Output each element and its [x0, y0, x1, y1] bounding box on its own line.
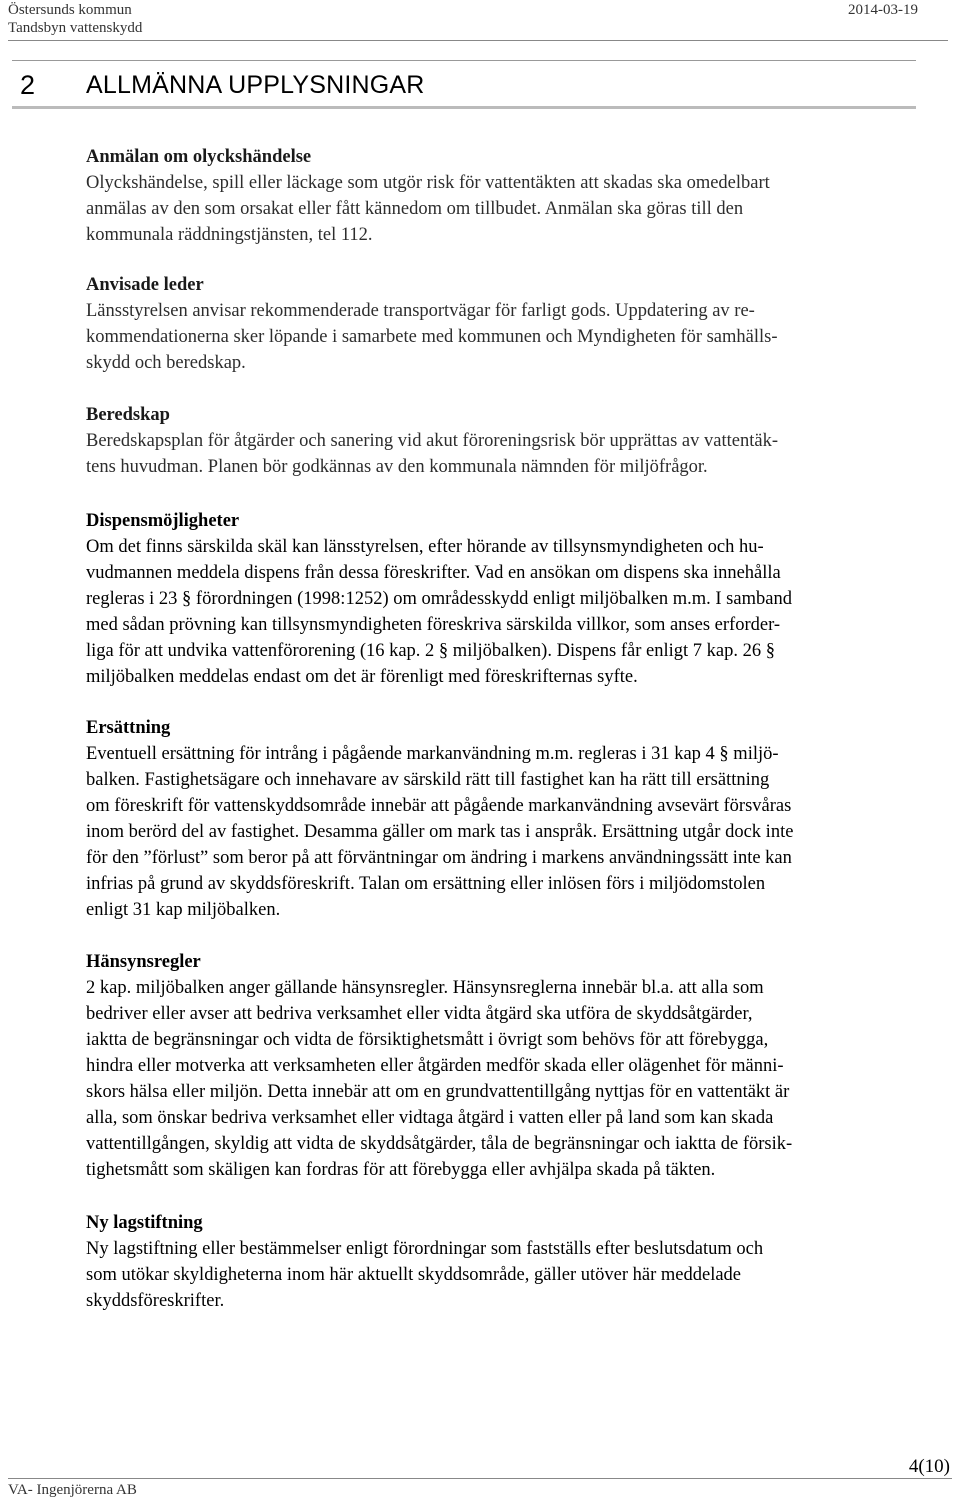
paragraph-line: balken. Fastighetsägare och innehavare av särskild rätt till fastighet kan ha rätt till ersättning	[86, 770, 770, 790]
paragraph-line: skors hälsa eller miljön. Detta innebär att om en grundvattentillgång nyttjas för en vattentäkt är	[86, 1082, 790, 1102]
section-heading: Ersättning	[86, 718, 171, 738]
section-heading: Ny lagstiftning	[86, 1213, 203, 1233]
section-new-legislation	[86, 1210, 926, 1314]
paragraph-line: Om det finns särskilda skäl kan länsstyrelsen, efter hörande av tillsynsmyndigheten och hu-	[86, 537, 764, 557]
paragraph-line: Ny lagstiftning eller bestämmelser enligt förordningar som fastställs efter beslutsdatum och	[86, 1239, 764, 1259]
section-heading: Hänsynsregler	[86, 952, 201, 972]
paragraph-line: 2 kap. miljöbalken anger gällande hänsynsregler. Hänsynsreglerna innebär bl.a. att alla som	[86, 978, 764, 998]
paragraph-line: enligt 31 kap miljöbalken.	[86, 900, 281, 920]
paragraph-line: tighetsmått som skäligen kan fordras för att förebygga eller avhjälpa skada på täkten.	[86, 1160, 716, 1180]
section-preparedness	[86, 402, 926, 480]
paragraph-line: skydd och beredskap.	[86, 353, 246, 373]
paragraph-line: iaktta de begränsningar och vidta de försiktighetsmått i övrigt som behövs för att förebygga,	[86, 1030, 769, 1050]
section-compensation	[86, 715, 926, 923]
paragraph-line: vudmannen meddela dispens från dessa föreskrifter. Vad en ansökan om dispens ska innehålla	[86, 563, 781, 583]
page-number: 4(10)	[908, 1456, 950, 1477]
paragraph-line: vattentillgången, skyldig att vidta de skyddsåtgärder, tåla de begränsningar och iaktta de försik-	[86, 1134, 793, 1154]
paragraph-line: för den ”förlust” som beror på att förväntningar om ändring i markens användningssätt inte kan	[86, 848, 792, 868]
section-accident-report	[86, 144, 926, 248]
paragraph-line: Länsstyrelsen anvisar rekommenderade transportvägar för farligt gods. Uppdatering av re-	[86, 301, 755, 321]
paragraph-line: liga för att undvika vattenförorening (16 kap. 2 § miljöbalken). Dispens får enligt 7 kap. 26 §	[86, 641, 775, 661]
header-date: 2014-03-19	[848, 2, 918, 18]
header-municipality: Östersunds kommun	[8, 2, 132, 18]
paragraph-line: infrias på grund av skyddsföreskrift. Talan om ersättning eller inlösen förs i miljödomstolen	[86, 874, 766, 894]
paragraph-line: kommendationerna sker löpande i samarbete med kommunen och Myndigheten för samhälls-	[86, 327, 778, 347]
paragraph-line: Beredskapsplan för åtgärder och sanering vid akut föroreningsrisk bör upprättas av vattentäk-	[86, 431, 778, 451]
paragraph-line: tens huvudman. Planen bör godkännas av den kommunala nämnden för miljöfrågor.	[86, 457, 708, 477]
paragraph-line: regleras i 23 § förordningen (1998:1252) om områdesskydd enligt miljöbalken m.m. I samband	[86, 589, 792, 609]
section-heading: Anvisade leder	[86, 275, 204, 295]
section-dispensation	[86, 508, 926, 690]
header-divider	[8, 40, 948, 41]
header-project: Tandsbyn vattenskydd	[8, 20, 143, 36]
section-designated-routes	[86, 272, 926, 376]
section-heading: Beredskap	[86, 405, 170, 425]
chapter-number: 2	[20, 70, 36, 100]
paragraph-line: om föreskrift för vattenskyddsområde innebär att pågående markanvändning avsevärt försvåras	[86, 796, 792, 816]
paragraph-line: bedriver eller avser att bedriva verksamhet eller vidta åtgärd ska utföra de skyddsåtgärder,	[86, 1004, 753, 1024]
section-heading: Anmälan om olyckshändelse	[86, 147, 312, 167]
paragraph-line: Olyckshändelse, spill eller läckage som utgör risk för vattentäkten att skadas ska omedelbart	[86, 173, 770, 193]
section-consideration-rules	[86, 949, 926, 1183]
paragraph-line: kommunala räddningstjänsten, tel 112.	[86, 225, 373, 245]
footer-divider	[8, 1478, 952, 1479]
chapter-title: ALLMÄNNA UPPLYSNINGAR	[86, 71, 425, 99]
paragraph-line: inom berörd del av fastighet. Desamma gäller om mark tas i anspråk. Ersättning utgår dock inte	[86, 822, 794, 842]
paragraph-line: som utökar skyldigheterna inom här aktuellt skyddsområde, gäller utöver här meddelade	[86, 1265, 742, 1285]
paragraph-line: hindra eller motverka att verksamheten eller åtgärden medför skada eller olägenhet för männi-	[86, 1056, 784, 1076]
paragraph-line: med sådan prövning kan tillsynsmyndigheten föreskriva särskilda villkor, som anses erforder-	[86, 615, 781, 635]
paragraph-line: miljöbalken meddelas endast om det är förenligt med föreskrifternas syfte.	[86, 667, 638, 687]
chapter-heading	[12, 60, 916, 109]
paragraph-line: skyddsföreskrifter.	[86, 1291, 225, 1311]
footer-company: VA- Ingenjörerna AB	[8, 1482, 137, 1498]
paragraph-line: Eventuell ersättning för intrång i pågående markanvändning m.m. regleras i 31 kap 4 § miljö-	[86, 744, 779, 764]
paragraph-line: alla, som önskar bedriva verksamhet eller vidtaga åtgärd i vatten eller på land som kan skada	[86, 1108, 774, 1128]
section-heading: Dispensmöjligheter	[86, 511, 240, 531]
paragraph-line: anmälas av den som orsakat eller fått kännedom om tillbudet. Anmälan ska göras till den	[86, 199, 744, 219]
